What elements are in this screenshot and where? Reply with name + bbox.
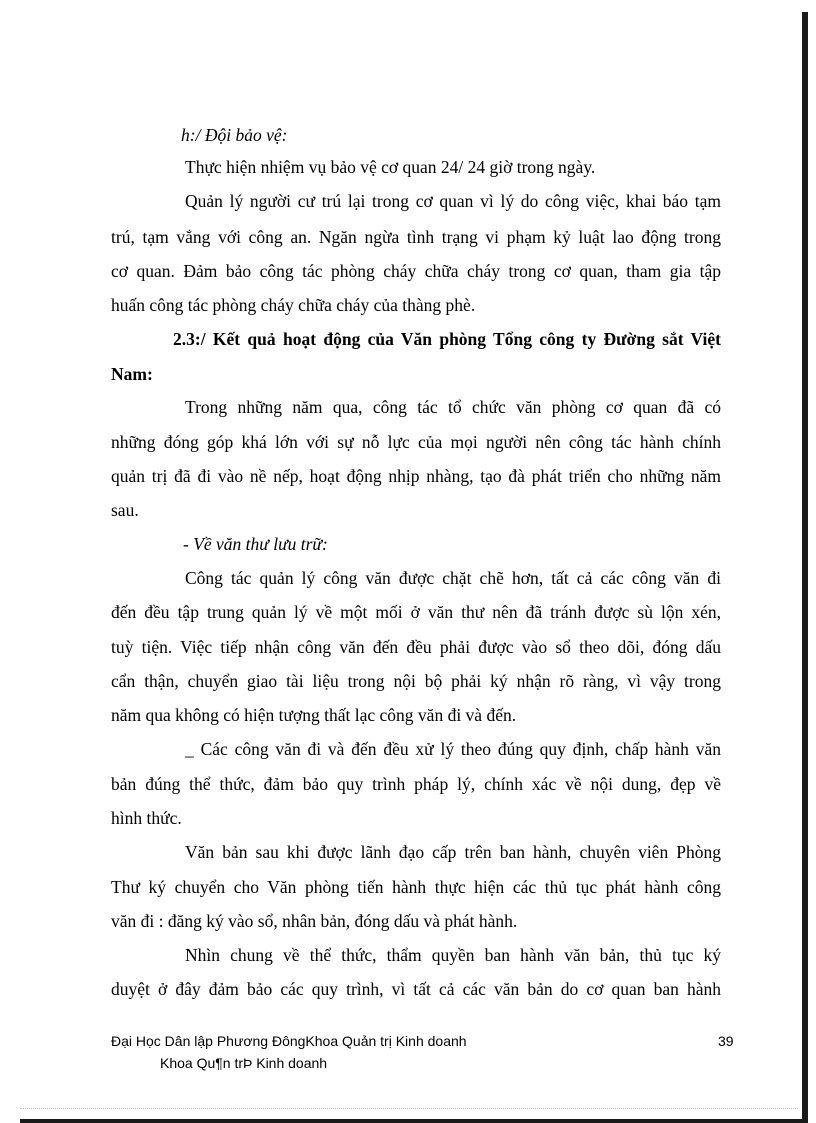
paragraph-line: năm qua không có hiện tượng thất lạc công văn đi và đến.: [111, 705, 517, 725]
paragraph-line: Nhìn chung về thể thức, thẩm quyền ban hành văn bản, thủ tục ký: [185, 945, 721, 965]
paragraph-line: duyệt ở đây đảm bảo các quy trình, vì tất cả các văn bản do cơ quan ban hành: [111, 979, 721, 999]
paragraph-line: Thư ký chuyển cho Văn phòng tiến hành thực hiện các thủ tục phát hành công: [111, 877, 721, 897]
page-number: 39: [718, 1033, 734, 1049]
paragraph-line: cẩn thận, chuyển giao tài liệu trong nội bộ phải ký nhận rõ ràng, vì vậy trong: [111, 671, 721, 691]
paragraph-line: Văn bản sau khi được lãnh đạo cấp trên ban hành, chuyên viên Phòng: [185, 842, 721, 862]
footer-institution: Đại Học Dân lập Phương ĐôngKhoa Quản trị Kinh doanh: [111, 1033, 467, 1049]
paragraph-line: văn đi : đăng ký vào sổ, nhân bản, đóng dấu và phát hành.: [111, 911, 518, 931]
paragraph-line: huấn công tác phòng cháy chữa cháy của thàng phè.: [111, 295, 476, 315]
paragraph-line: bản đúng thể thức, đảm bảo quy trình pháp lý, chính xác về nội dung, đẹp về: [111, 774, 721, 794]
page-shadow-bottom: [20, 1119, 808, 1123]
paragraph-line: Trong những năm qua, công tác tổ chức văn phòng cơ quan đã có: [185, 397, 721, 417]
subheading-archive: - Về văn thư lưu trữ:: [183, 534, 328, 554]
paragraph-line: Công tác quản lý công văn được chặt chẽ hơn, tất cả các công văn đi: [185, 568, 721, 588]
paragraph-line: trú, tạm vắng với công an. Ngăn ngừa tình trạng vi phạm kỷ luật lao động trong: [111, 227, 721, 247]
section-heading-2-3-cont: Nam:: [111, 364, 153, 384]
page-edge-dotted: [20, 1108, 798, 1109]
paragraph-line: hình thức.: [111, 808, 182, 828]
paragraph-line: tuỳ tiện. Việc tiếp nhận công văn đến đều phải được vào sổ theo dõi, đóng dấu: [111, 637, 721, 657]
paragraph-line: Thực hiện nhiệm vụ bảo vệ cơ quan 24/ 24 giờ trong ngày.: [185, 157, 596, 177]
paragraph-line: Quản lý người cư trú lại trong cơ quan vì lý do công việc, khai báo tạm: [185, 191, 721, 211]
paragraph-line: cơ quan. Đảm bảo công tác phòng cháy chữa cháy trong cơ quan, tham gia tập: [111, 261, 721, 281]
footer-faculty: Khoa Qu¶n trÞ Kinh doanh: [160, 1055, 328, 1071]
paragraph-line: đến đều tập trung quản lý về một mối ở văn thư nên đã tránh được sù lộn xén,: [111, 602, 721, 622]
paragraph-line: _ Các công văn đi và đến đều xử lý theo đúng quy định, chấp hành văn: [185, 739, 721, 759]
section-heading-2-3: 2.3:/ Kết quả hoạt động của Văn phòng Tổng công ty Đường sắt Việt: [173, 329, 721, 349]
section-heading-h: h:/ Đội bảo vệ:: [181, 125, 288, 145]
paragraph-line: sau.: [111, 500, 139, 520]
paragraph-line: quản trị đã đi vào nề nếp, hoạt động nhịp nhàng, tạo đà phát triển cho những năm: [111, 466, 721, 486]
page-shadow-right: [802, 12, 808, 1120]
paragraph-line: những đóng góp khá lớn với sự nỗ lực của mọi người nên công tác hành chính: [111, 432, 721, 452]
